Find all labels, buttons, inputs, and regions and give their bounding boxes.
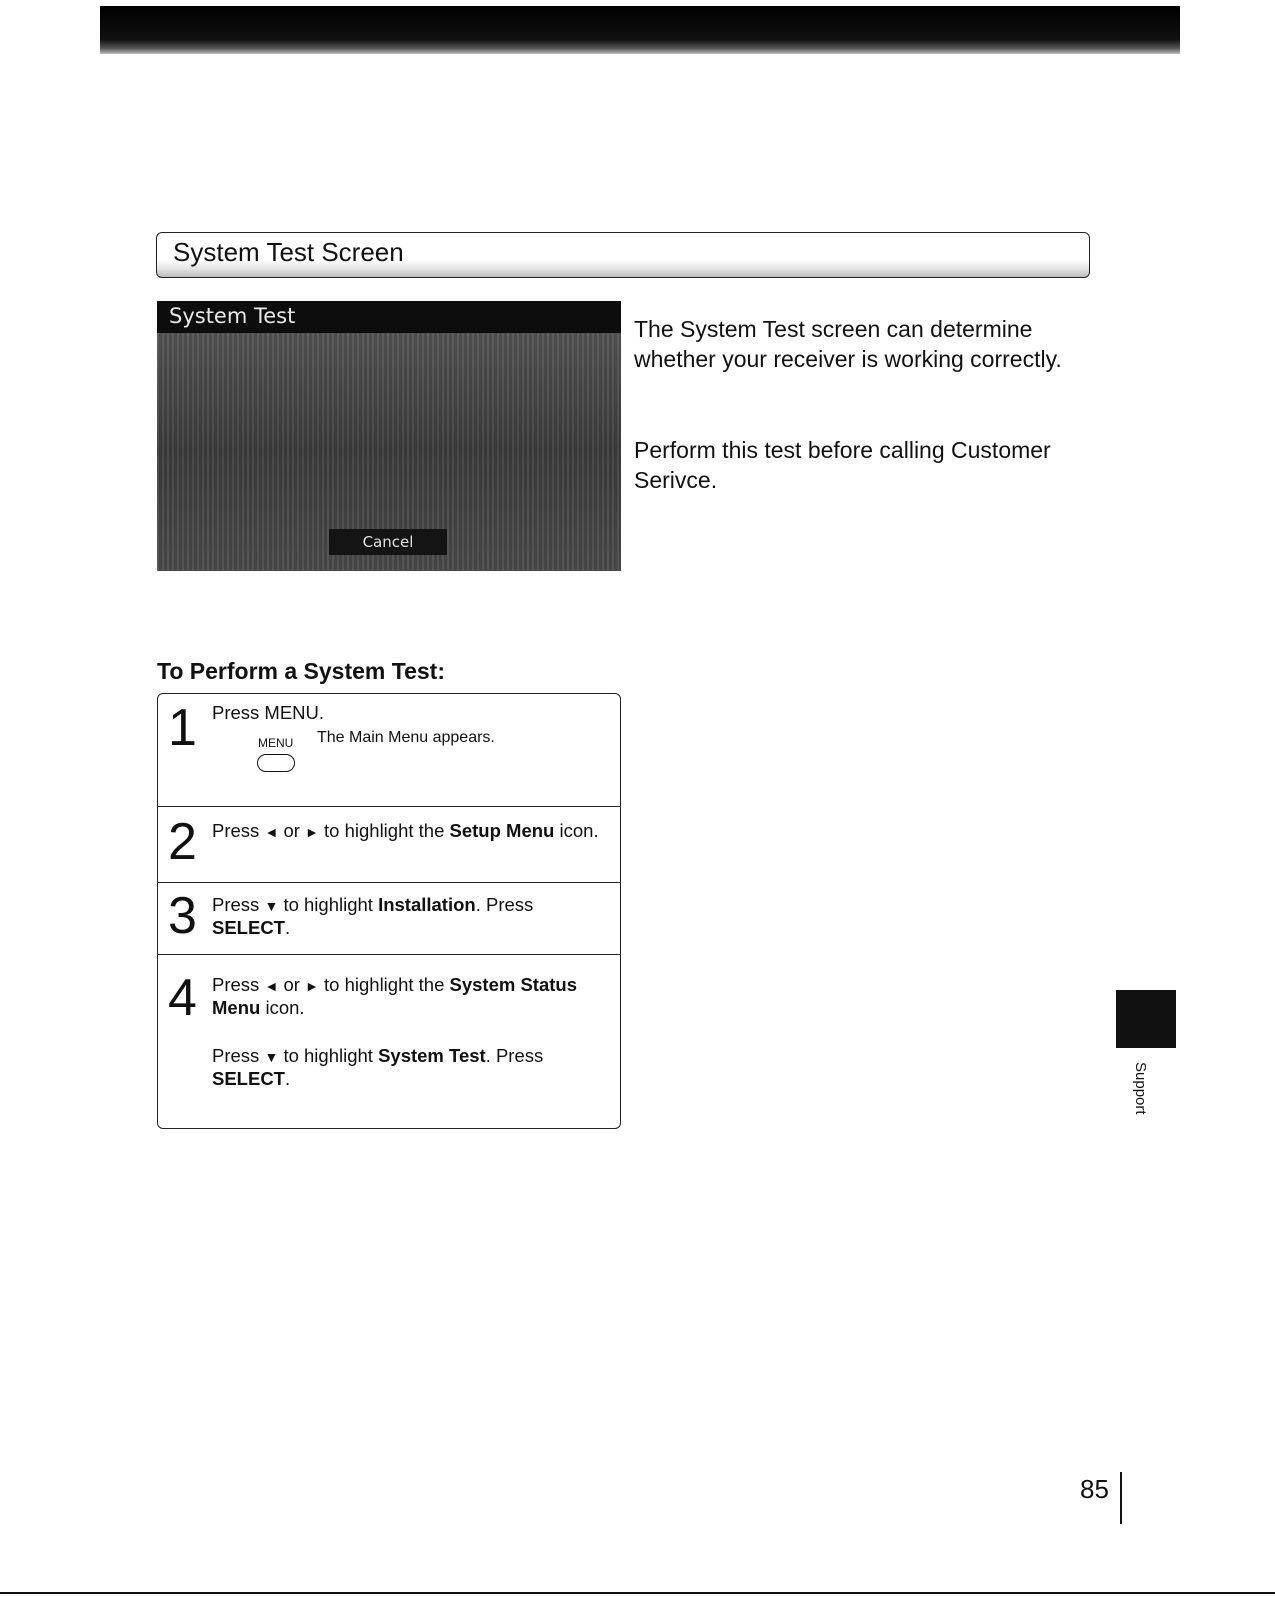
menu-key-label: MENU <box>258 736 294 750</box>
step-3 <box>158 882 620 955</box>
section-header <box>156 232 1090 278</box>
steps-title: To Perform a System Test: <box>157 658 446 684</box>
right-arrow-icon: ► <box>305 978 319 994</box>
page-number: 85 <box>1080 1474 1109 1504</box>
section-tab <box>1116 990 1176 1048</box>
screen-title: System Test <box>169 304 296 328</box>
left-arrow-icon: ◄ <box>264 824 279 840</box>
step-text: Press ◄ or ► to highlight the System Status Menu icon. <box>212 974 578 1018</box>
step-number: 2 <box>168 813 197 871</box>
section-tab-label: Support <box>1132 1062 1149 1115</box>
description-paragraph-2: Perform this test before calling Customer Serivce. <box>634 437 1051 493</box>
description-paragraph-1: The System Test screen can determine whether your receiver is working correctly. <box>634 316 1062 372</box>
steps-box <box>157 693 621 1129</box>
down-arrow-icon: ▼ <box>264 1049 279 1065</box>
step-number: 1 <box>168 699 197 757</box>
system-test-screenshot <box>157 301 621 571</box>
step-text: Press ◄ or ► to highlight the Setup Menu icon. <box>212 820 599 841</box>
step-number: 4 <box>168 969 197 1027</box>
down-arrow-icon: ▼ <box>264 898 279 914</box>
step-text-2: Press ▼ to highlight System Test. Press SELECT. <box>212 1045 544 1089</box>
step-4 <box>158 954 620 1130</box>
menu-button-icon <box>257 754 295 772</box>
step-1 <box>158 694 620 807</box>
step-note: The Main Menu appears. <box>317 729 495 746</box>
section-title: System Test Screen <box>173 237 404 267</box>
left-arrow-icon: ◄ <box>264 978 279 994</box>
page-number-rule <box>1120 1472 1122 1524</box>
step-number: 3 <box>168 887 197 945</box>
step-2 <box>158 806 620 883</box>
right-arrow-icon: ► <box>305 824 319 840</box>
bottom-rule <box>0 1592 1275 1594</box>
step-text: Press MENU. <box>212 702 325 723</box>
screen-cancel-button: Cancel <box>329 529 447 555</box>
screen-titlebar <box>157 301 621 333</box>
header-bar <box>100 6 1180 54</box>
step-text: Press ▼ to highlight Installation. Press SELECT. <box>212 894 534 938</box>
